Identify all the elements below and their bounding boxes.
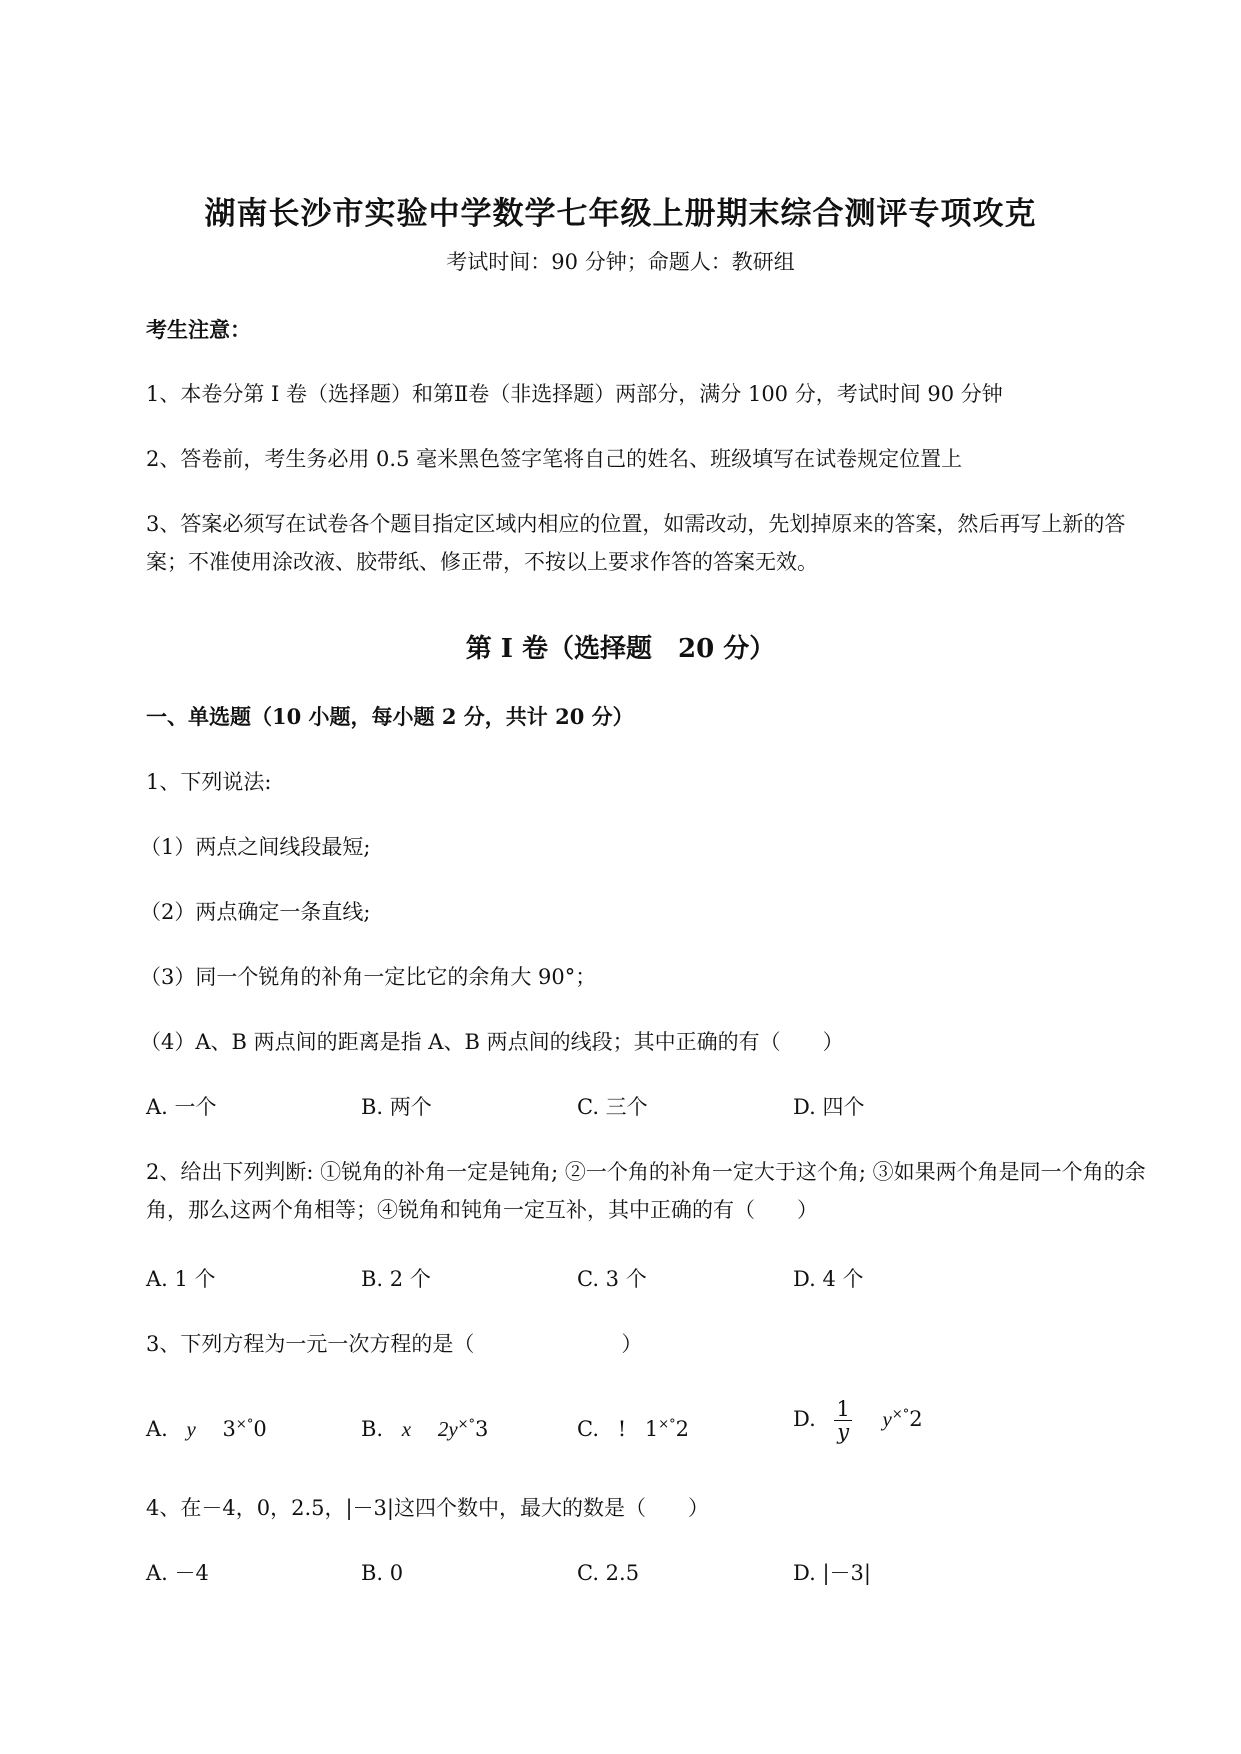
garbled-operator: ×° (235, 1417, 254, 1432)
fraction-denominator: y (837, 1420, 850, 1444)
question-stem: 1、下列说法: (146, 770, 272, 794)
answer-option: C. 2.5 (577, 1561, 640, 1585)
question-statement: （1）两点之间线段最短; (140, 835, 371, 859)
option-label: D. (793, 1407, 816, 1431)
answer-option: D. 4 个 (793, 1267, 864, 1291)
answer-option: C. 3 个 (577, 1267, 647, 1291)
notice-item: 3、答案必须写在试卷各个题目指定区域内相应的位置，如需改动，先划掉原来的答案，然后再写上新的答案；不准使用涂改液、胶带纸、修正带，不按以上要求作答的答案无效。 (146, 512, 1126, 574)
answer-option: D. |－3| (793, 1561, 871, 1585)
option-label: B. (361, 1417, 384, 1441)
math-var: x (401, 1417, 412, 1441)
math-term: 3 (222, 1417, 236, 1441)
question-statement: （3）同一个锐角的补角一定比它的余角大 90°； (140, 965, 597, 989)
answer-option: B. 两个 (361, 1095, 432, 1119)
math-term: ! (617, 1417, 627, 1441)
garbled-operator: ×° (457, 1417, 476, 1432)
question-stem: 2、给出下列判断: ①锐角的补角一定是钝角; ②一个角的补角一定大于这个角; ③如果两个角是同一个角的余角，那么这两个角相等；④锐角和钝角一定互补，其中正确的有（ ） (146, 1160, 1146, 1222)
answer-option-b (361, 1406, 488, 1448)
math-term: 2y (437, 1417, 458, 1441)
option-label: C. (577, 1417, 599, 1441)
fraction (834, 1398, 851, 1443)
math-term: 2 (675, 1417, 689, 1441)
notice-item: 1、本卷分第 I 卷（选择题）和第Ⅱ卷（非选择题）两部分，满分 100 分，考试时间 90 分钟 (146, 382, 1003, 406)
answer-option: C. 三个 (577, 1095, 648, 1119)
math-var: y (882, 1407, 892, 1431)
part-heading: 一、单选题（10 小题，每小题 2 分，共计 20 分） (146, 704, 634, 729)
answer-option: B. 2 个 (361, 1267, 431, 1291)
answer-option: A. 1 个 (146, 1267, 216, 1291)
notice-item: 2、答卷前，考生务必用 0.5 毫米黑色签字笔将自己的姓名、班级填写在试卷规定位置上 (146, 447, 963, 471)
section-title: 第 I 卷（选择题 20 分） (465, 634, 776, 664)
math-term: 2 (909, 1407, 923, 1431)
fraction-numerator: 1 (836, 1397, 850, 1421)
answer-option: B. 0 (361, 1561, 404, 1585)
question-stem: 4、在－4，0，2.5，|－3|这四个数中，最大的数是（ ） (146, 1496, 709, 1520)
notice-heading: 考生注意： (146, 317, 251, 342)
question-stem: 3、下列方程为一元一次方程的是（ ） (146, 1332, 643, 1356)
answer-option-c (577, 1406, 689, 1448)
garbled-operator: ×° (891, 1407, 910, 1422)
math-term: 3 (475, 1417, 489, 1441)
answer-option: D. 四个 (793, 1095, 865, 1119)
answer-option-d (793, 1396, 923, 1443)
math-var: y (186, 1417, 196, 1441)
exam-title: 湖南长沙市实验中学数学七年级上册期末综合测评专项攻克 (204, 196, 1037, 232)
exam-subtitle: 考试时间：90 分钟；命题人：教研组 (446, 250, 795, 274)
answer-option: A. 一个 (146, 1095, 217, 1119)
option-label: A. (146, 1417, 168, 1441)
math-term: 0 (253, 1417, 267, 1441)
math-term: 1 (644, 1417, 659, 1441)
garbled-operator: ×° (658, 1417, 676, 1432)
answer-option: A. －4 (146, 1561, 209, 1585)
question-statement: （4）A、B 两点间的距离是指 A、B 两点间的线段；其中正确的有（ ） (140, 1030, 844, 1054)
answer-option-a (146, 1406, 267, 1448)
question-statement: （2）两点确定一条直线; (140, 900, 371, 924)
